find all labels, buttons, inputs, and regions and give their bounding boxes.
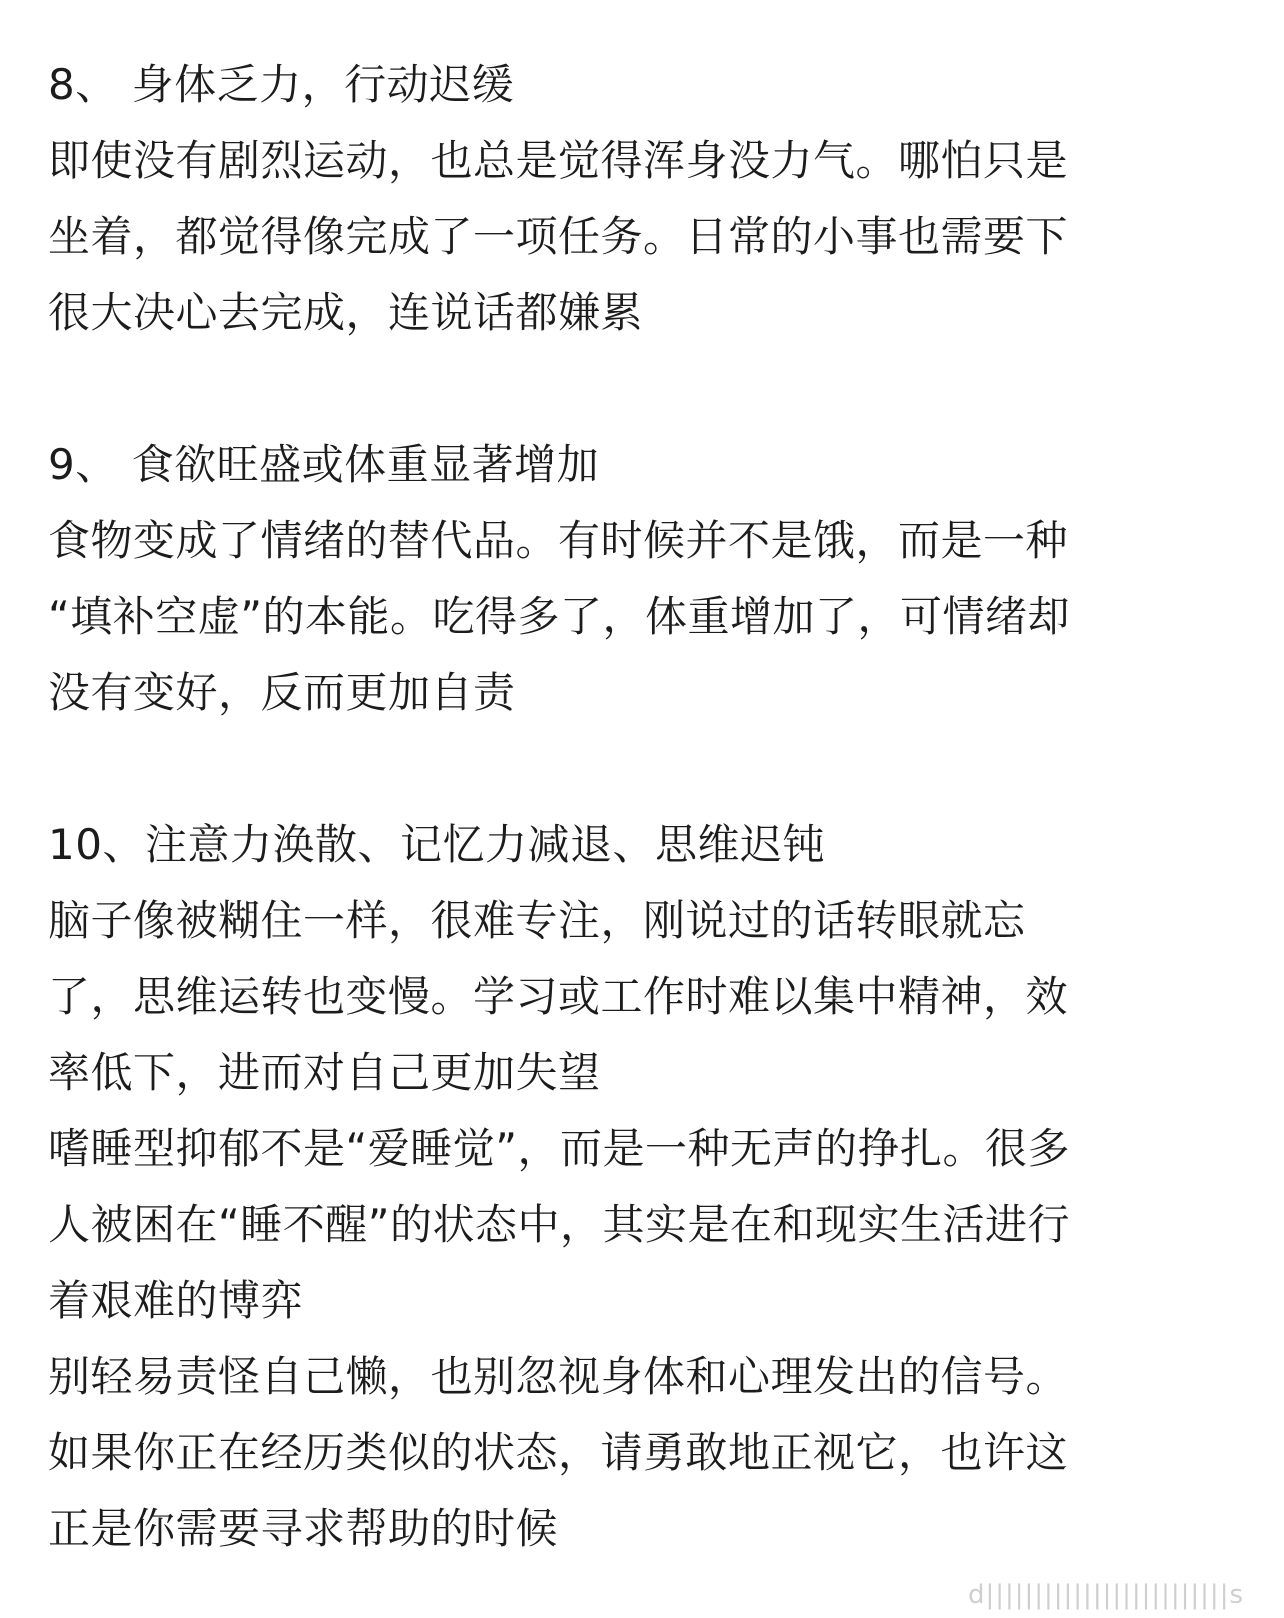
section-9-line-1: 食物变成了情绪的替代品。有时候并不是饿，而是一种 (48, 516, 1069, 565)
section-10-line-2: 了，思维运转也变慢。学习或工作时难以集中精神，效 (48, 972, 1069, 1021)
summary-line-1: 嗜睡型抑郁不是“爱睡觉”，而是一种无声的挣扎。很多 (48, 1124, 1071, 1173)
closing-line-2: 如果你正在经历类似的状态，请勇敢地正视它，也许这 (48, 1428, 1069, 1477)
section-9-heading: 9、 食欲旺盛或体重显著增加 (48, 440, 600, 489)
section-9-line-2: “填补空虚”的本能。吃得多了，体重增加了，可情绪却 (48, 592, 1071, 641)
section-8-line-3: 很大决心去完成，连说话都嫌累 (48, 288, 644, 337)
section-8-line-2: 坐着，都觉得像完成了一项任务。日常的小事也需要下 (48, 212, 1069, 261)
section-8-line-1: 即使没有剧烈运动，也总是觉得浑身没力气。哪怕只是 (48, 136, 1069, 185)
closing-line-1: 别轻易责怪自己懒，也别忽视身体和心理发出的信号。 (48, 1352, 1069, 1401)
closing-line-3: 正是你需要寻求帮助的时候 (48, 1504, 559, 1553)
section-8-heading: 8、 身体乏力，行动迟缓 (48, 60, 515, 109)
article-body (48, 47, 1248, 1567)
summary-line-2: 人被困在“睡不醒”的状态中，其实是在和现实生活进行 (48, 1200, 1071, 1249)
summary-line-3: 着艰难的博弈 (48, 1276, 304, 1325)
paragraph-spacer (48, 351, 1248, 427)
section-10-heading: 10、注意力涣散、记忆力减退、思维迟钝 (48, 820, 825, 869)
section-10-line-3: 率低下，进而对自己更加失望 (48, 1048, 601, 1097)
watermark: d|||||||||||||||||||||||||s (967, 1580, 1244, 1610)
section-9-line-3: 没有变好，反而更加自责 (48, 668, 516, 717)
paragraph-spacer (48, 731, 1248, 807)
section-10-line-1: 脑子像被糊住一样，很难专注，刚说过的话转眼就忘 (48, 896, 1026, 945)
